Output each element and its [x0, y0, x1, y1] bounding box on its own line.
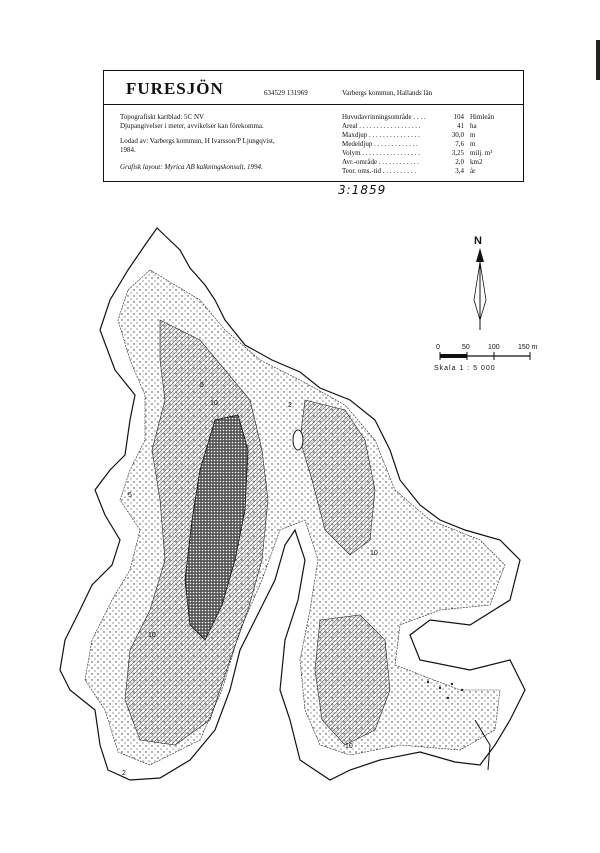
- compass-north-label: N: [474, 235, 482, 247]
- info-line: Topografiskt kartblad: 5C NV: [120, 113, 205, 121]
- north-arrow-icon: [474, 248, 486, 330]
- stat-row: Maxdjup . . . . . . . . . . . . . . . 30,0 m: [342, 131, 476, 139]
- scale-tick-label: 50: [462, 344, 470, 351]
- scale-caption: Skala 1 : 5 000: [434, 365, 496, 372]
- stat-row: Avr.-område . . . . . . . . . . . . 2,0 km2: [342, 158, 483, 166]
- info-line: 1984.: [120, 146, 136, 154]
- island: [293, 430, 303, 450]
- depth-label: 5: [128, 492, 132, 499]
- stat-row: Medeldjup . . . . . . . . . . . . . 7,6 m: [342, 140, 476, 148]
- stat-row: Huvudavrinningsområde . . . . 104 Himleån: [342, 113, 495, 121]
- depth-label: 10: [345, 743, 353, 750]
- scale-bar: [440, 352, 530, 360]
- info-line: Grafisk layout: Myrica AB kalkningskonsult, 1994.: [120, 163, 263, 171]
- info-line: Lodad av: Varbergs kommun, H Ivarsson/P Ljungqvist,: [120, 137, 275, 145]
- municipality: Varbergs kommun, Hallands län: [342, 89, 433, 97]
- stat-row: Volym . . . . . . . . . . . . . . . . . 3,25 milj. m³: [342, 149, 493, 157]
- depth-label: 10: [148, 632, 156, 639]
- depth-label: 2: [288, 402, 292, 409]
- depth-label: 2: [122, 770, 126, 777]
- map-coordinates: 634529 131969: [264, 89, 308, 97]
- info-line: Djupangivelser i meter, avvikelser kan förekomma.: [120, 122, 264, 130]
- lake-title: FURESJÖN: [126, 79, 224, 98]
- stat-row: Teor. oms.-tid . . . . . . . . . . 3,4 år: [342, 167, 476, 175]
- scale-tick-label: 150 m: [518, 344, 538, 351]
- scale-tick-label: 100: [488, 344, 500, 351]
- stat-row: Areal . . . . . . . . . . . . . . . . . . 41 ha: [342, 122, 477, 130]
- scale-tick-label: 0: [436, 344, 440, 351]
- depth-label: 10: [370, 550, 378, 557]
- depth-label: 10: [210, 400, 218, 407]
- depth-label: 5: [200, 382, 204, 389]
- handwritten-note: 3:1859: [338, 183, 387, 197]
